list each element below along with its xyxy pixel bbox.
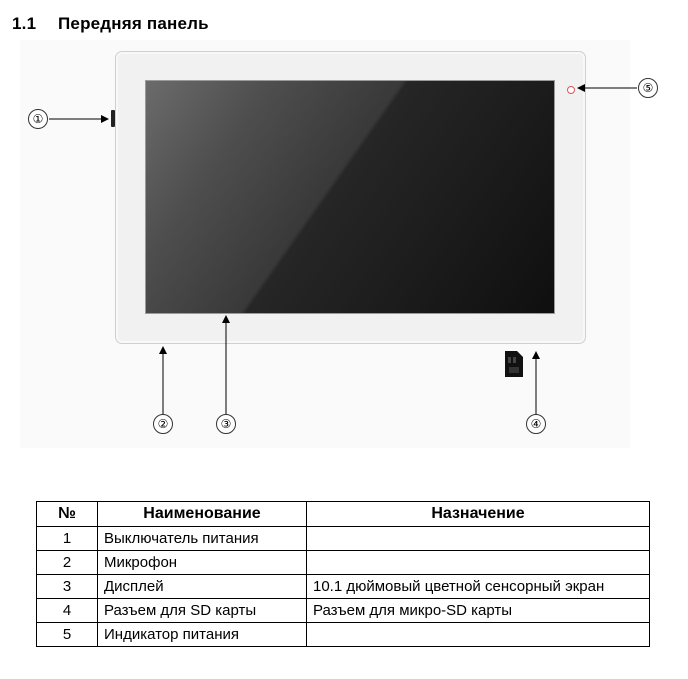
components-table	[36, 501, 650, 647]
row-name: Разъем для SD карты	[98, 599, 307, 623]
row-purpose	[307, 527, 650, 551]
row-number: 2	[37, 551, 98, 575]
table-row	[37, 551, 650, 575]
row-name: Индикатор питания	[98, 623, 307, 647]
callout-5: ⑤	[638, 78, 658, 98]
header-number: №	[37, 502, 98, 527]
row-number: 4	[37, 599, 98, 623]
callout-3: ③	[216, 414, 236, 434]
row-number: 1	[37, 527, 98, 551]
table-header-row	[37, 502, 650, 527]
row-name: Дисплей	[98, 575, 307, 599]
header-purpose: Назначение	[307, 502, 650, 527]
table-row	[37, 575, 650, 599]
callout-4: ④	[526, 414, 546, 434]
row-number: 5	[37, 623, 98, 647]
table-row	[37, 599, 650, 623]
row-purpose: Разъем для микро-SD карты	[307, 599, 650, 623]
row-purpose	[307, 623, 650, 647]
row-number: 3	[37, 575, 98, 599]
row-purpose: 10.1 дюймовый цветной сенсорный экран	[307, 575, 650, 599]
row-name: Выключатель питания	[98, 527, 307, 551]
callout-2: ②	[153, 414, 173, 434]
section-number: 1.1	[12, 14, 37, 33]
row-name: Микрофон	[98, 551, 307, 575]
row-purpose	[307, 551, 650, 575]
table-row	[37, 527, 650, 551]
section-title: Передняя панель	[58, 14, 209, 33]
header-name: Наименование	[98, 502, 307, 527]
callout-1: ①	[28, 109, 48, 129]
table-row	[37, 623, 650, 647]
